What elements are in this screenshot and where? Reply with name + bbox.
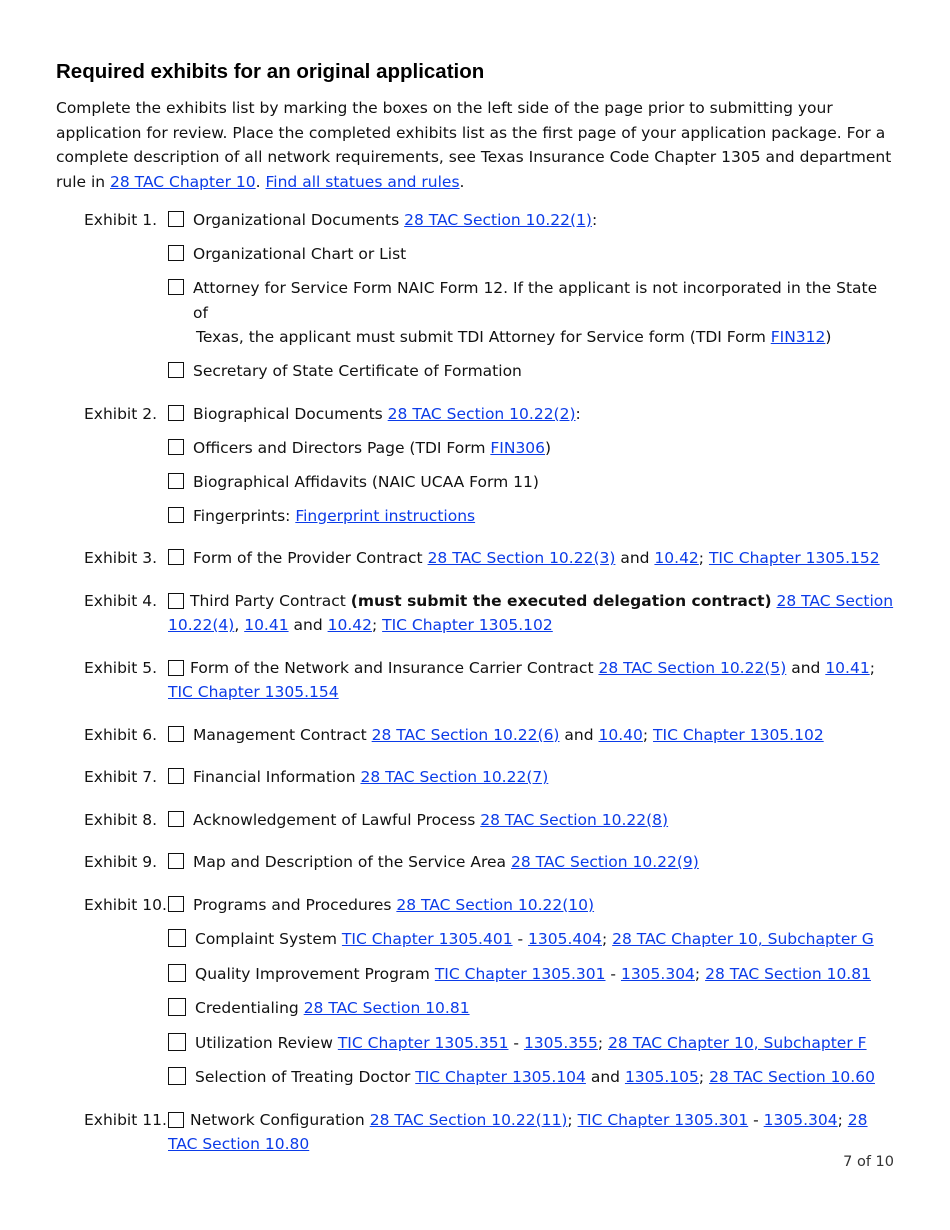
exhibit-label: Exhibit 4. bbox=[84, 591, 158, 610]
exhibit-11-checkbox[interactable] bbox=[168, 1112, 184, 1128]
checkbox-attorney-for-service[interactable] bbox=[168, 279, 184, 295]
link-find-statutes[interactable]: Find all statues and rules bbox=[265, 172, 460, 191]
checkbox-complaint-system[interactable] bbox=[168, 929, 186, 947]
exhibit-6-checkbox[interactable] bbox=[168, 726, 184, 742]
exhibit-4-checkbox[interactable] bbox=[168, 593, 184, 609]
link[interactable]: 28 TAC Section 10.22(6) bbox=[371, 725, 560, 744]
link[interactable]: 28 TAC Section 10.22(11) bbox=[369, 1110, 568, 1129]
exhibit-2: Exhibit 2. Biographical Documents 28 TAC Section 10.22(2): Officers and Directors Page (TDI Form FIN306) Biographical Affidavits (NAIC UCAA Form 11) Fingerprints: Fingerprint instructions bbox=[84, 402, 896, 529]
link[interactable]: 1305.105 bbox=[624, 1068, 699, 1086]
exhibit-1-checkbox[interactable] bbox=[168, 211, 184, 227]
link[interactable]: 10.42 bbox=[654, 549, 699, 567]
exhibit-label: Exhibit 5. bbox=[84, 658, 158, 677]
checkbox-treating-doctor[interactable] bbox=[168, 1067, 186, 1085]
exhibit-label: Exhibit 7. bbox=[84, 768, 158, 786]
exhibit-5: Exhibit 5. Form of the Network and Insurance Carrier Contract 28 TAC Section 10.22(5) and 10.41; TIC Chapter 1305.154 bbox=[84, 656, 896, 705]
link[interactable]: 10.41 bbox=[244, 616, 289, 634]
exhibit-2-checkbox[interactable] bbox=[168, 405, 184, 421]
link[interactable]: 28 TAC Section 10.22(4) bbox=[168, 591, 894, 634]
checkbox-officers-directors[interactable] bbox=[168, 439, 184, 455]
link[interactable]: 10.41 bbox=[825, 658, 870, 677]
exhibit-4: Exhibit 4. Third Party Contract (must submit the executed delegation contract) 28 TAC Section 10.22(4), 10.41 and 10.42; TIC Chapter 1305.102 bbox=[84, 589, 896, 638]
link[interactable]: 28 TAC Section 10.22(9) bbox=[510, 853, 699, 871]
exhibit-label: Exhibit 10. bbox=[84, 895, 167, 914]
page-title: Required exhibits for an original application bbox=[56, 60, 485, 83]
checkbox-org-chart[interactable] bbox=[168, 245, 184, 261]
checkbox-quality-improvement[interactable] bbox=[168, 964, 186, 982]
link[interactable]: TIC Chapter 1305.152 bbox=[708, 549, 880, 567]
link[interactable]: TIC Chapter 1305.301 bbox=[434, 964, 606, 983]
exhibit-7-checkbox[interactable] bbox=[168, 768, 184, 784]
link[interactable]: 1305.304 bbox=[620, 964, 695, 983]
checkbox-biographical-affidavits[interactable] bbox=[168, 473, 184, 489]
link[interactable]: 28 TAC Section 10.22(3) bbox=[427, 549, 616, 567]
link[interactable]: TIC Chapter 1305.102 bbox=[382, 616, 553, 634]
link[interactable]: 10.42 bbox=[327, 616, 372, 634]
link-fin306[interactable]: FIN306 bbox=[490, 438, 546, 457]
link[interactable]: 28 TAC Section 10.81 bbox=[705, 964, 871, 983]
document-page bbox=[56, 60, 896, 1157]
checkbox-credentialing[interactable] bbox=[168, 998, 186, 1016]
exhibit-10: Exhibit 10. Programs and Procedures 28 TAC Section 10.22(10) Complaint System TIC Chapter 1305.401 - 1305.404; 28 TAC Chapter 10, Subchapter G Quality Improvement Program TIC Chapter 1305.301 - 1305.304; 28 TAC Section 10.81 Credentialing 28 TAC Section 10.81 Utilization Review TIC Chapter 1305.351 - 1305.355; 28 TAC Chapter 10, Subchapter F Selection of Treating Doctor TIC Chapter 1305.104 and 1305.105; 28 TAC Section 10.60 bbox=[84, 893, 896, 1090]
exhibit-9-checkbox[interactable] bbox=[168, 853, 184, 869]
link[interactable]: 28 TAC Section 10.81 bbox=[303, 999, 470, 1017]
link[interactable]: 10.40 bbox=[598, 725, 643, 744]
link[interactable]: 28 TAC Section 10.80 bbox=[168, 1110, 868, 1153]
exhibit-label: Exhibit 3. bbox=[84, 549, 158, 567]
link-fin312[interactable]: FIN312 bbox=[770, 328, 826, 346]
exhibit-5-checkbox[interactable] bbox=[168, 660, 184, 676]
checkbox-fingerprints[interactable] bbox=[168, 507, 184, 523]
link[interactable]: 28 TAC Section 10.60 bbox=[709, 1068, 875, 1086]
link[interactable]: 28 TAC Section 10.22(7) bbox=[360, 768, 549, 786]
link[interactable]: 28 TAC Chapter 10, Subchapter G bbox=[612, 930, 874, 948]
link[interactable]: 28 TAC Section 10.22(2) bbox=[387, 404, 576, 423]
exhibit-9: Exhibit 9. Map and Description of the Service Area 28 TAC Section 10.22(9) bbox=[84, 850, 896, 875]
page-number: 7 of 10 bbox=[843, 1154, 894, 1170]
intro-paragraph: Complete the exhibits list by marking the boxes on the left side of the page prior to submitting your application for review. Place the completed exhibits list as the first page of your application package. For a complete description of all network requirements, see Texas Insurance Code Chapter 1305 and department rule in 28 TAC Chapter 10. Find all statues and rules. bbox=[56, 99, 892, 191]
exhibit-label: Exhibit 11. bbox=[84, 1110, 167, 1129]
link[interactable]: 1305.304 bbox=[763, 1110, 838, 1129]
exhibit-8: Exhibit 8. Acknowledgement of Lawful Process 28 TAC Section 10.22(8) bbox=[84, 808, 896, 833]
link[interactable]: 28 TAC Chapter 10, Subchapter F bbox=[608, 1033, 867, 1052]
exhibit-label: Exhibit 8. bbox=[84, 810, 158, 829]
link[interactable]: 28 TAC Section 10.22(10) bbox=[396, 895, 595, 914]
link[interactable]: TIC Chapter 1305.102 bbox=[653, 725, 824, 744]
link[interactable]: 1305.404 bbox=[528, 930, 602, 948]
link[interactable]: 1305.355 bbox=[523, 1033, 598, 1052]
link[interactable]: TIC Chapter 1305.401 bbox=[341, 930, 513, 948]
checkbox-sos-certificate[interactable] bbox=[168, 362, 184, 378]
checkbox-utilization-review[interactable] bbox=[168, 1033, 186, 1051]
link[interactable]: TIC Chapter 1305.104 bbox=[415, 1068, 586, 1086]
exhibit-6: Exhibit 6. Management Contract 28 TAC Section 10.22(6) and 10.40; TIC Chapter 1305.102 bbox=[84, 723, 896, 748]
link[interactable]: 28 TAC Section 10.22(5) bbox=[598, 658, 787, 677]
exhibit-11: Exhibit 11. Network Configuration 28 TAC Section 10.22(11); TIC Chapter 1305.301 - 1305.304; 28 TAC Section 10.80 bbox=[84, 1108, 896, 1157]
link[interactable]: 28 TAC Section 10.22(8) bbox=[480, 810, 669, 829]
exhibit-3: Exhibit 3. Form of the Provider Contract 28 TAC Section 10.22(3) and 10.42; TIC Chapter 1305.152 bbox=[84, 546, 896, 571]
exhibit-8-checkbox[interactable] bbox=[168, 811, 184, 827]
exhibit-label: Exhibit 2. bbox=[84, 404, 158, 423]
link[interactable]: TIC Chapter 1305.154 bbox=[168, 683, 339, 701]
link-28-tac-chapter-10[interactable]: 28 TAC Chapter 10 bbox=[110, 172, 256, 191]
link[interactable]: 28 TAC Section 10.22(1) bbox=[404, 211, 592, 229]
exhibit-10-checkbox[interactable] bbox=[168, 896, 184, 912]
exhibit-label: Exhibit 6. bbox=[84, 725, 158, 744]
exhibit-label: Exhibit 9. bbox=[84, 853, 158, 871]
exhibit-label: Exhibit 1. bbox=[84, 211, 158, 229]
exhibit-7: Exhibit 7. Financial Information 28 TAC Section 10.22(7) bbox=[84, 765, 896, 790]
link-fingerprint-instructions[interactable]: Fingerprint instructions bbox=[295, 506, 476, 525]
exhibit-1: Exhibit 1. Organizational Documents 28 TAC Section 10.22(1): Organizational Chart or List Attorney for Service Form NAIC Form 12. If the applicant is not incorporated in the State of Texas, the applicant must submit TDI Attorney for Service form (TDI Form FIN312) Secretary of State Certificate of Formation bbox=[84, 208, 896, 384]
exhibit-3-checkbox[interactable] bbox=[168, 549, 184, 565]
link[interactable]: TIC Chapter 1305.351 bbox=[337, 1033, 509, 1052]
link[interactable]: TIC Chapter 1305.301 bbox=[577, 1110, 749, 1129]
